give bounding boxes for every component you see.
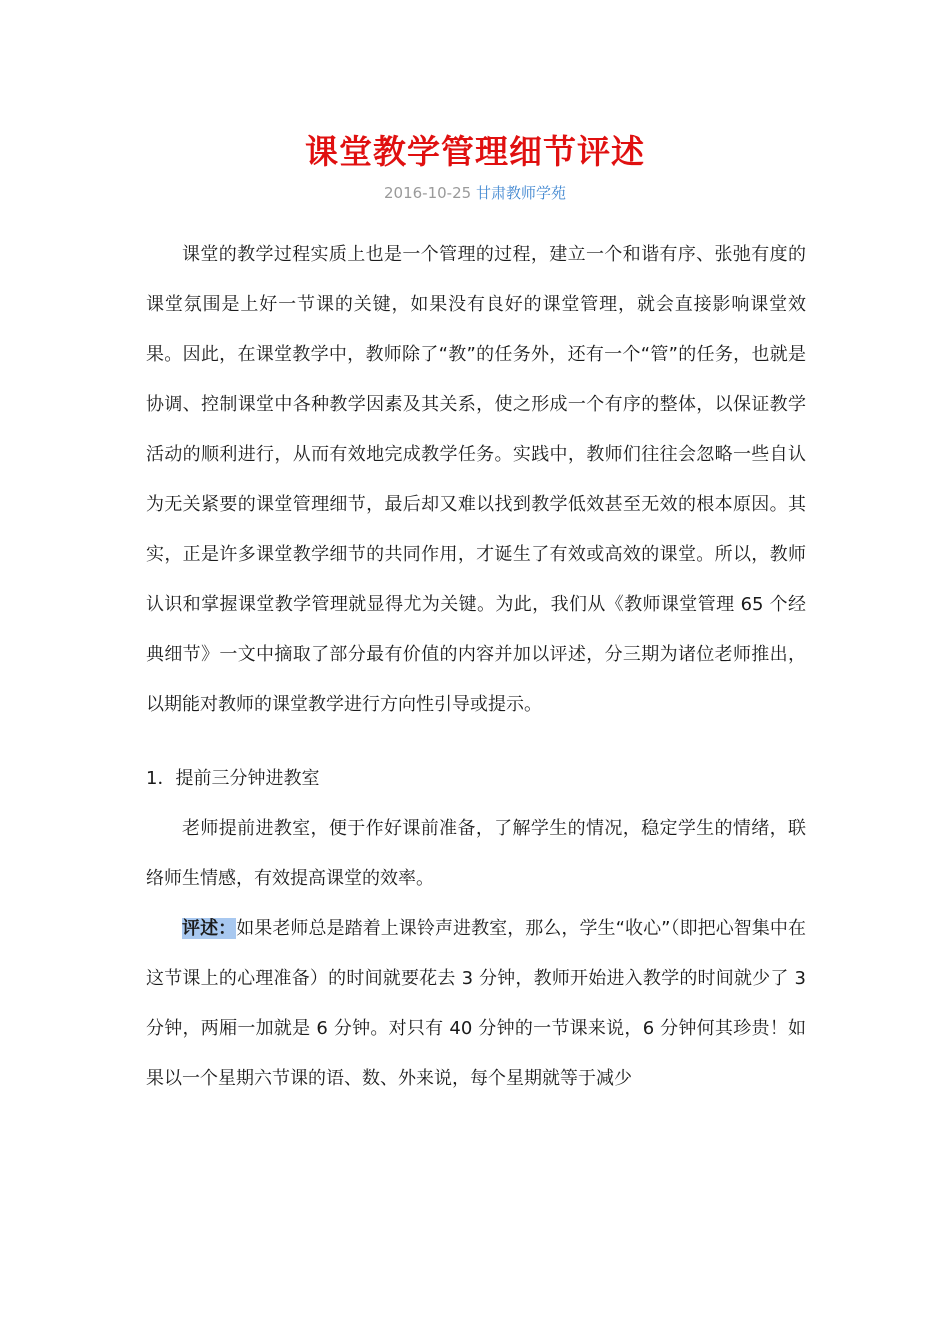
section-paragraph: 老师提前进教室，便于作好课前准备，了解学生的情况，稳定学生的情绪，联络师生情感，有效提高课堂的效率。 — [146, 818, 806, 889]
article-body — [146, 230, 806, 1104]
comment-paragraph — [146, 904, 806, 1104]
section-heading: 1．提前三分钟进教室 — [146, 768, 320, 789]
comment-label: 评述： — [182, 918, 237, 939]
comment-text: 如果老师总是踏着上课铃声进教室，那么，学生“收心”（即把心智集中在这节课上的心理准备）的时间就要花去 3 分钟，教师开始进入教学的时间就少了 3 分钟，两厢一加就是 6 分钟。对只有 40 分钟的一节课来说，6 分钟何其珍贵！如果以一个星期六节课的语、数、外来说，每个星期就等于减少 — [146, 918, 806, 1089]
article-title: 课堂教学管理细节评述 — [305, 132, 645, 171]
intro-paragraph: 课堂的教学过程实质上也是一个管理的过程，建立一个和谐有序、张弛有度的课堂氛围是上好一节课的关键，如果没有良好的课堂管理，就会直接影响课堂效果。因此，在课堂教学中，教师除了“教”的任务外，还有一个“管”的任务，也就是协调、控制课堂中各种教学因素及其关系，使之形成一个有序的整体，以保证教学活动的顺利进行，从而有效地完成教学任务。实践中，教师们往往会忽略一些自认为无关紧要的课堂管理细节，最后却又难以找到教学低效甚至无效的根本原因。其实，正是许多课堂教学细节的共同作用，才诞生了有效或高效的课堂。所以，教师认识和掌握课堂教学管理就显得尤为关键。为此，我们从《教师课堂管理 65 个经典细节》一文中摘取了部分最有价值的内容并加以评述，分三期为诸位老师推出，以期能对教师的课堂教学进行方向性引导或提示。 — [146, 244, 806, 715]
publish-date: 2016-10-25 — [384, 184, 472, 202]
article-meta — [0, 182, 950, 203]
author-link[interactable]: 甘肃教师学苑 — [475, 184, 566, 202]
